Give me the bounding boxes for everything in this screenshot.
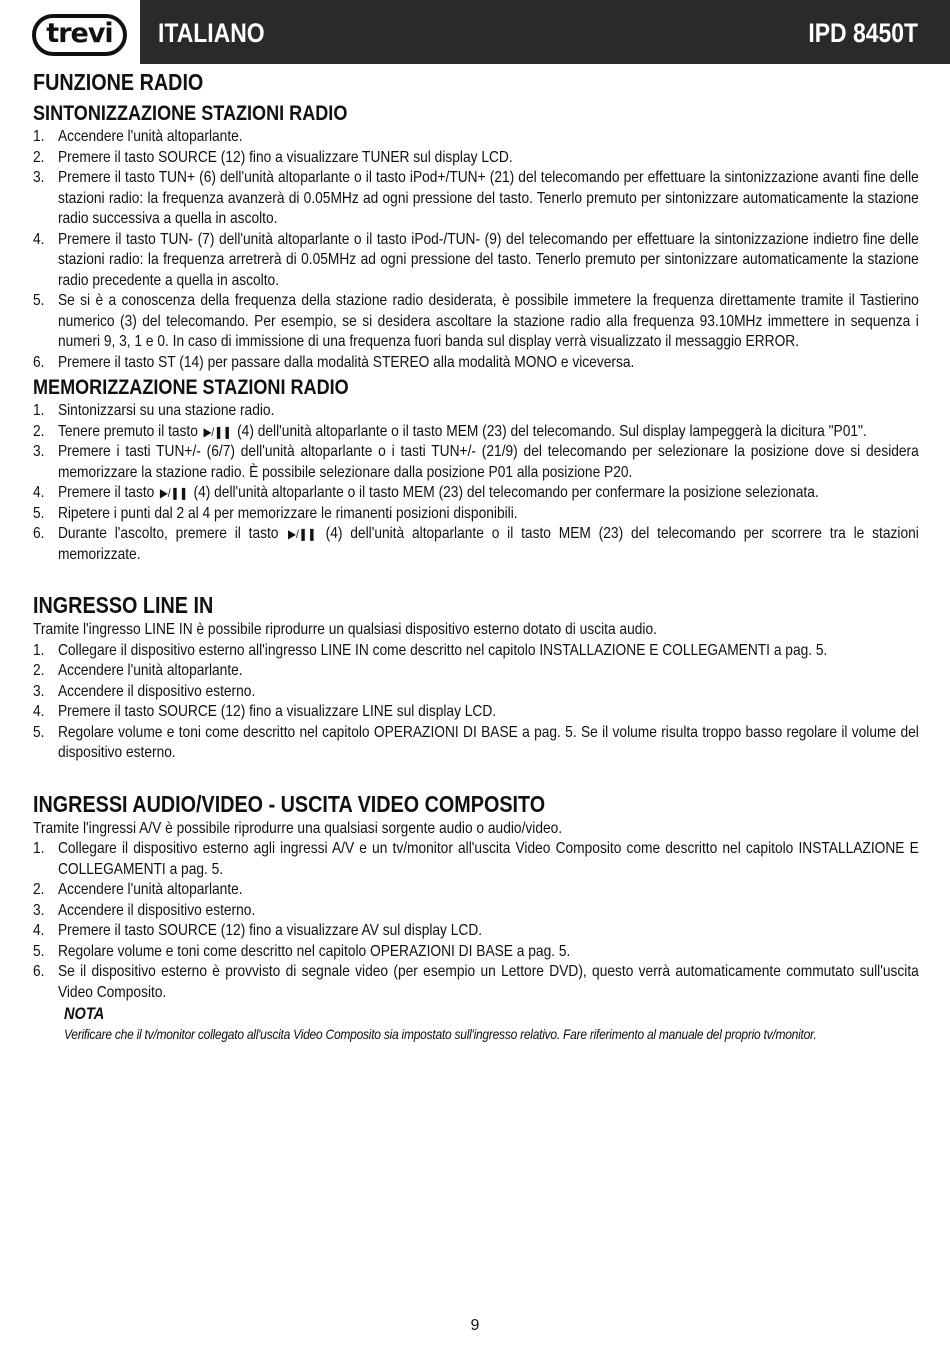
page-header: [0, 0, 950, 64]
list-item: 4. Premere il tasto SOURCE (12) fino a visualizzare LINE sul display LCD.: [33, 703, 497, 720]
list-item: 5. Regolare volume e toni come descritto nel capitolo OPERAZIONI DI BASE a pag. 5.: [33, 942, 571, 960]
list-item: 1. Collegare il dispositivo esterno all'ingresso LINE IN come descritto nel capitolo INSTALLAZIONE E COLLEGAMENTI a pag. 5.: [33, 641, 828, 659]
list-item: 2. Accendere l'unità altoparlante.: [33, 881, 243, 898]
note-title: NOTA: [63, 1004, 105, 1023]
page-number: 9: [470, 1317, 480, 1334]
list-item: 6. Premere il tasto ST (14) per passare dalla modalità STEREO alla modalità MONO e viceversa.: [33, 353, 635, 371]
memory-steps: [33, 401, 919, 565]
audio-video-intro: Tramite l'ingressi A/V è possibile riprodurre una qualsiasi sorgente audio o audio/video.: [33, 819, 563, 837]
language-label: ITALIANO: [158, 18, 265, 48]
list-item: 2. Premere il tasto SOURCE (12) fino a visualizzare TUNER sul display LCD.: [33, 148, 513, 166]
list-item: 5. Regolare volume e toni come descritto nel capitolo OPERAZIONI DI BASE a pag. 5. Se il volume risulta troppo basso regolare il volume del dispositivo esterno.: [33, 723, 919, 761]
section-title-line-in: INGRESSO LINE IN: [33, 592, 214, 618]
note-text: Verificare che il tv/monitor collegato all'uscita Video Composito sia impostato sull'ingresso relativo. Fare riferimento al manuale del proprio tv/monitor.: [63, 1026, 817, 1042]
play-pause-icon: ▶/❚❚: [288, 527, 317, 541]
model-label: IPD 8450T: [808, 18, 918, 48]
list-item: 4. Premere il tasto ▶/❚❚ (4) dell'unità altoparlante o il tasto MEM (23) del telecomando per confermare la posizione selezionata.: [33, 483, 919, 504]
subsection-title-tuning: SINTONIZZAZIONE STAZIONI RADIO: [33, 102, 348, 125]
list-item: 3. Premere il tasto TUN+ (6) dell'unità altoparlante o il tasto iPod+/TUN+ (21) del telecomando per effettuare la sintonizzazione avanti fine delle stazioni radio: la frequenza avanzerà di 0.05MHz ad ogni pressione del tasto. Tenerlo premuto per sintonizzare automaticamente la stazione radio successiva a quella in ascolto.: [33, 169, 919, 227]
list-item: 4. Premere il tasto SOURCE (12) fino a visualizzare AV sul display LCD.: [33, 922, 483, 939]
logo-text: trevi: [46, 17, 113, 49]
line-in-intro: Tramite l'ingresso LINE IN è possibile riprodurre un qualsiasi dispositivo esterno dotato di uscita audio.: [33, 621, 657, 638]
list-item: 6. Se il dispositivo esterno è provvisto di segnale video (per esempio un Lettore DVD), questo verrà automaticamente commutato sull'uscita Video Composito.: [33, 963, 919, 1001]
audio-video-steps: [33, 839, 919, 1003]
line-in-steps: [33, 641, 919, 764]
tuning-steps: [33, 127, 919, 373]
trevi-logo: [32, 14, 127, 56]
section-title-radio: FUNZIONE RADIO: [33, 69, 204, 95]
subsection-title-memory: MEMORIZZAZIONE STAZIONI RADIO: [33, 376, 349, 399]
section-title-audio-video: INGRESSI AUDIO/VIDEO - USCITA VIDEO COMPOSITO: [33, 790, 546, 817]
list-item: 1. Sintonizzarsi su una stazione radio.: [33, 402, 275, 419]
list-item: 1. Accendere l'unità altoparlante.: [33, 128, 243, 145]
play-pause-icon: ▶/❚❚: [203, 424, 232, 439]
play-pause-icon: ▶/❚❚: [159, 486, 188, 500]
list-item: 4. Premere il tasto TUN- (7) dell'unità altoparlante o il tasto iPod-/TUN- (9) del telecomando per effettuare la sintonizzazione indietro fine delle stazioni radio: la frequenza arretrerà di 0.05MHz ad ogni pressione del tasto. Tenerlo premuto per sintonizzare automaticamente la stazione radio precedente a quella in ascolto.: [33, 230, 919, 289]
list-item: 3. Accendere il dispositivo esterno.: [33, 682, 256, 700]
logo-area: [0, 0, 140, 64]
list-item: 6. Durante l'ascolto, premere il tasto ▶/❚❚ (4) dell'unità altoparlante o il tasto MEM (23) del telecomando per scorrere tra le stazioni memorizzate.: [33, 525, 919, 563]
list-item: 1. Collegare il dispositivo esterno agli ingressi A/V e un tv/monitor all'uscita Video Composito come descritto nel capitolo INSTALLAZIONE E COLLEGAMENTI a pag. 5.: [33, 840, 919, 878]
list-item: 3. Premere i tasti TUN+/- (6/7) dell'unità altoparlante o i tasti TUN+/- (21/9) del telecomando per selezionare la posizione dove si desidera memorizzare la stazione radio. È possibile selezionare dalla posizione P01 alla posizione P20.: [33, 443, 919, 481]
list-item: 5. Se si è a conoscenza della frequenza della stazione radio desiderata, è possibile immetere la frequenza direttamente tramite il Tastierino numerico (3) del telecomando. Per esempio, se si desidera ascoltare la stazione radio alla frequenza 93.10MHz immettere in sequenza i numeri 9, 3, 1 e 0. In caso di immissione di una frequenza fuori banda sul display verrà visualizzato il messaggio ERROR.: [33, 292, 919, 350]
list-item: 3. Accendere il dispositivo esterno.: [33, 901, 256, 919]
list-item: 2. Accendere l'unità altoparlante.: [33, 662, 243, 679]
list-item: 2. Tenere premuto il tasto ▶/❚❚ (4) dell'unità altoparlante o il tasto MEM (23) del telecomando. Sul display lampeggerà la dicitura "P01".: [33, 422, 919, 443]
page-content: [33, 68, 919, 1044]
list-item: 5. Ripetere i punti dal 2 al 4 per memorizzare le rimanenti posizioni disponibili.: [33, 504, 518, 522]
